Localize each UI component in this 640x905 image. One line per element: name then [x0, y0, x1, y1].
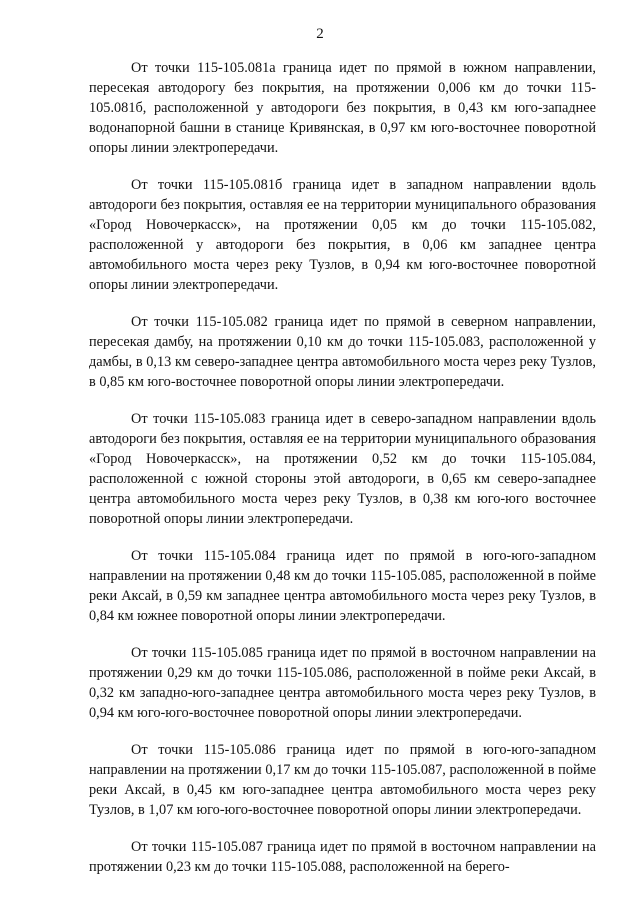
paragraph: От точки 115-105.085 граница идет по прямой в восточном направлении на протяжении 0,29 км до точки 115-105.086, расположенной в пойме реки Аксай, в 0,32 км западно-юго-западнее центра автомобильного моста через реку Тузлов, в 0,94 км юго-юго-восточнее поворотной опоры линии электропередачи.	[89, 645, 596, 721]
paragraph: От точки 115-105.084 граница идет по прямой в юго-юго-западном направлении на протяжении 0,48 км до точки 115-105.085, расположенной в пойме реки Аксай, в 0,59 км западнее центра автомобильного моста через реку Тузлов, в 0,84 км южнее поворотной опоры линии электропередачи.	[89, 548, 596, 624]
page-number: 2	[316, 26, 324, 42]
paragraph: От точки 115-105.082 граница идет по прямой в северном направлении, пересекая дамбу, на протяжении 0,10 км до точки 115-105.083, расположенной у дамбы, в 0,13 км северо-западнее центра автомобильного моста через реку Тузлов, в 0,85 км юго-восточнее поворотной опоры линии электропередачи.	[89, 314, 596, 390]
paragraph: От точки 115-105.087 граница идет по прямой в восточном направлении на протяжении 0,23 км до точки 115-105.088, расположенной на берего-	[89, 839, 596, 875]
paragraph: От точки 115-105.083 граница идет в северо-западном направлении вдоль автодороги без покрытия, оставляя ее на территории муниципального образования «Город Новочеркасск», на протяжении 0,52 км до точки 115-105.084, расположенной с южной стороны этой автодороги, в 0,65 км северо-западнее центра автомобильного моста через реку Тузлов, в 0,38 км юго-юго восточнее поворотной опоры линии электропередачи.	[89, 411, 596, 527]
paragraph: От точки 115-105.081а граница идет по прямой в южном направлении, пересекая автодорогу без покрытия, на протяжении 0,006 км до точки 115-105.081б, расположенной у автодороги без покрытия, в 0,43 км юго-западнее водонапорной башни в станице Кривянская, в 0,97 км юго-восточнее поворотной опоры линии электропередачи.	[89, 60, 596, 156]
document-body	[89, 58, 596, 877]
paragraph: От точки 115-105.081б граница идет в западном направлении вдоль автодороги без покрытия, оставляя ее на территории муниципального образования «Город Новочеркасск», на протяжении 0,05 км до точки 115-105.082, расположенной у автодороги без покрытия, в 0,06 км западнее центра автомобильного моста через реку Тузлов, в 0,94 км юго-восточнее поворотной опоры линии электропередачи.	[89, 177, 596, 293]
paragraph: От точки 115-105.086 граница идет по прямой в юго-юго-западном направлении на протяжении 0,17 км до точки 115-105.087, расположенной в пойме реки Аксай, в 0,45 км юго-западнее центра автомобильного моста через реку Тузлов, в 1,07 км юго-юго-восточнее поворотной опоры линии электропередачи.	[89, 742, 596, 818]
